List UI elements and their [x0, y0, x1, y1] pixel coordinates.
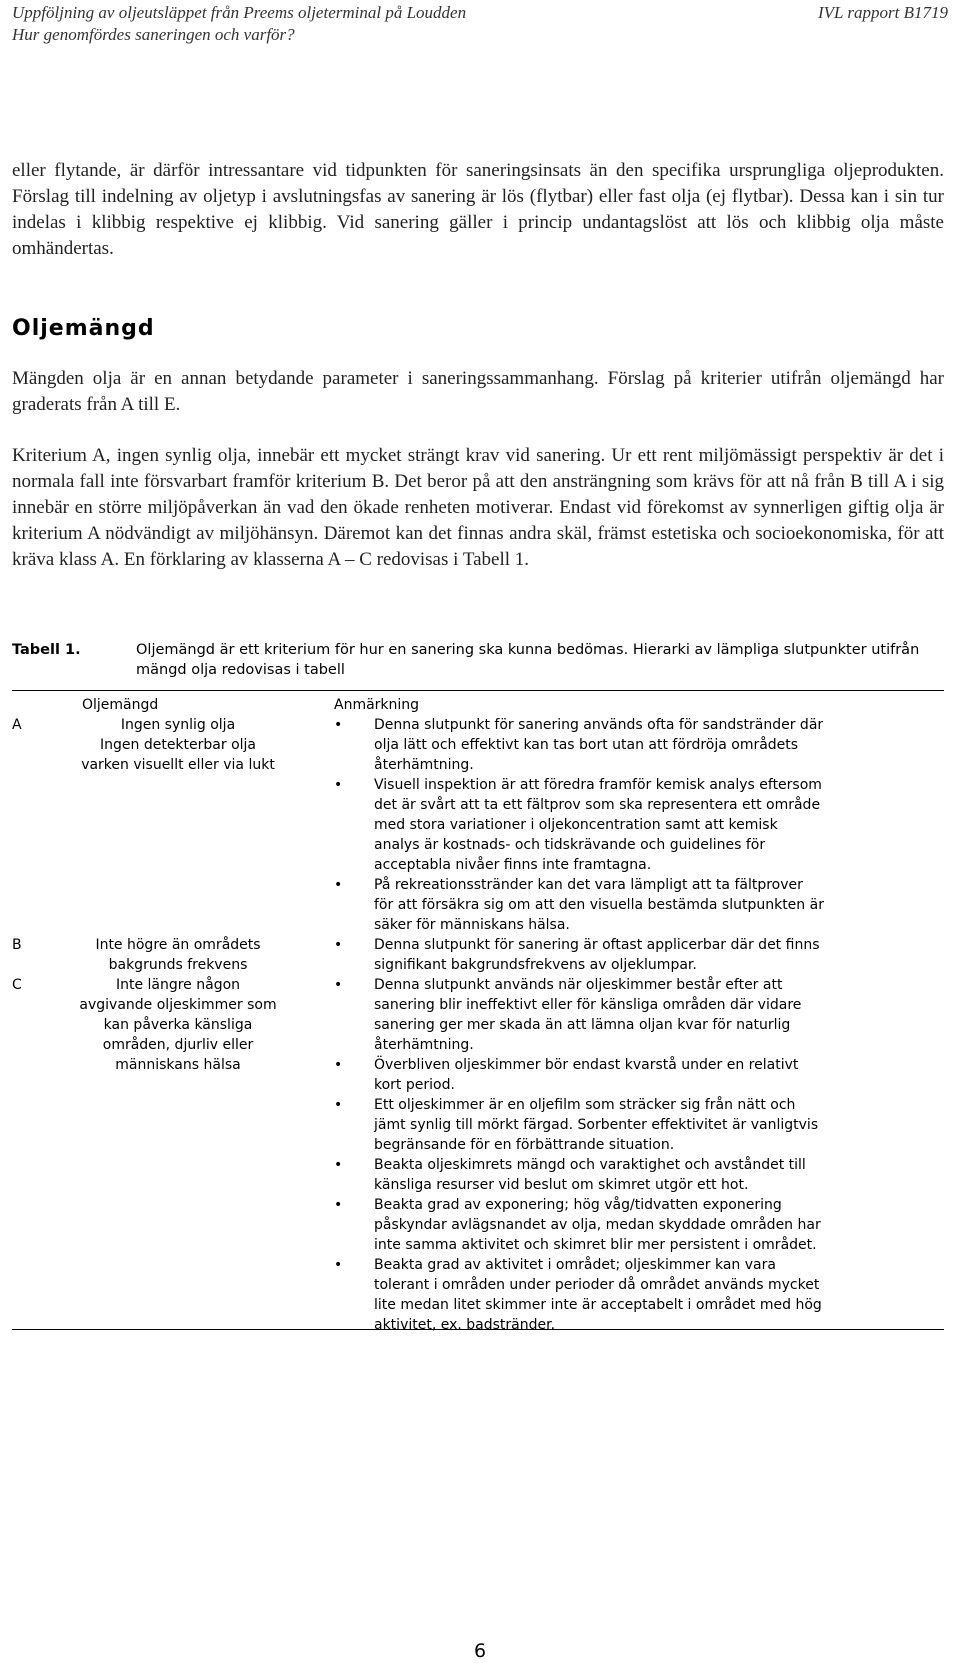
bullet-icon: • [334, 1097, 343, 1113]
header-title-line2: Hur genomfördes saneringen och varför? [12, 25, 295, 44]
paragraph-2-block [12, 443, 944, 573]
bullet-icon: • [334, 717, 343, 733]
bullet-icon: • [334, 1197, 343, 1213]
row-a-amount-line: Ingen synlig olja [120, 717, 236, 733]
row-b-amount-line: Inte högre än områdets [95, 937, 261, 953]
note-line: Denna slutpunkt för sanering används ofta för sandstränder där [374, 717, 824, 733]
header-title-line1: Uppföljning av oljeutsläppet från Preems oljeterminal på Loudden [12, 3, 467, 22]
column-header-note: Anmärkning [334, 697, 420, 713]
bullet-icon: • [334, 1057, 343, 1073]
note-line: acceptabla nivåer finns inte framtagna. [374, 857, 652, 873]
note-line: återhämtning. [374, 757, 474, 773]
row-a-amount-line: varken visuellt eller via lukt [81, 757, 275, 773]
note-item [374, 715, 944, 775]
bullet-icon: • [334, 1257, 343, 1273]
row-c-amount-line: områden, djurliv eller [102, 1037, 254, 1053]
note-line: begränsande för en förbättrande situation. [374, 1137, 675, 1153]
paragraph-1: Mängden olja är en annan betydande parameter i saneringssammanhang. Förslag på kriterier utifrån oljemängd har graderats från A till E. [12, 368, 944, 415]
note-line: Visuell inspektion är att föredra framför kemisk analys eftersom [374, 777, 822, 793]
note-line: påskyndar avlägsnandet av olja, medan skyddade områden har [374, 1217, 821, 1233]
note-line: Överbliven oljeskimmer bör endast kvarstå under en relativt [374, 1057, 799, 1073]
row-class-a: A [12, 717, 22, 733]
paragraph-2: Kriterium A, ingen synlig olja, innebär ett mycket strängt krav vid sanering. Ur ett rent miljömässigt perspektiv är det i normala fall inte försvarbart framför kriterium B. Det beror på att den ansträngning som krävs för att nå från B till A i sig innebär en större miljöpåverkan än vad den ökade renheten motiverar. Endast vid förekomst av synnerligen giftig olja är kriterium A nödvändigt av miljöhänsyn. Däremot kan det finnas andra skäl, främst estetiska och socioekonomiska, för att kräva klass A. En förklaring av klasserna A – C redovisas i Tabell 1. [12, 445, 944, 570]
row-b-amount [58, 935, 298, 975]
note-line: sanering ger mer skada än att lämna oljan kvar för naturlig [374, 1017, 791, 1033]
note-item [374, 1155, 944, 1195]
row-class-c: C [12, 977, 22, 993]
note-line: sanering blir ineffektivt eller för känsliga områden där vidare [374, 997, 802, 1013]
note-line: med stora variationer i oljekoncentration samt att kemisk [374, 817, 778, 833]
bullet-icon: • [334, 977, 343, 993]
note-line: lite medan litet skimmer inte är acceptabelt i området med hög [374, 1297, 822, 1313]
table-caption-label: Tabell 1. [12, 642, 81, 658]
note-line: olja lätt och effektivt kan tas bort utan att fördröja områdets [374, 737, 799, 753]
note-item [374, 1095, 944, 1155]
note-line: återhämtning. [374, 1037, 474, 1053]
section-heading: Oljemängd [12, 316, 155, 341]
note-line: kort period. [374, 1077, 455, 1093]
row-c-amount-line: människans hälsa [115, 1057, 241, 1073]
intro-paragraph: eller flytande, är därför intressantare vid tidpunkten för saneringsinsats än den specifika ursprungliga oljeprodukten. Förslag till indelning av oljetyp i avslutningsfas av sanering är lös (flytbar) eller fast olja (ej flytbar). Dessa kan i sin tur indelas i klibbig respektive ej klibbig. Vid sanering gäller i princip undantagslöst att lös och klibbig olja måste omhändertas. [12, 160, 944, 259]
intro-paragraph-block [12, 158, 944, 262]
bullet-icon: • [334, 877, 343, 893]
note-line: Denna slutpunkt för sanering är oftast applicerbar där det finns [374, 937, 820, 953]
note-item [374, 775, 944, 875]
bullet-icon: • [334, 777, 343, 793]
bullet-icon: • [334, 1157, 343, 1173]
note-line: Beakta oljeskimrets mängd och varaktighet och avståndet till [374, 1157, 806, 1173]
note-line: för att försäkra sig om att den visuella bestämda slutpunkten är [374, 897, 824, 913]
note-line: säker för människans hälsa. [374, 917, 570, 933]
note-item [374, 1195, 944, 1255]
row-c-amount-line: kan påverka känsliga [103, 1017, 253, 1033]
row-a-amount [58, 715, 298, 775]
note-line: tolerant i områden under perioder då området används mycket [374, 1277, 820, 1293]
note-line: inte samma aktivitet och skimret blir mer persistent i området. [374, 1237, 817, 1253]
header-report-id: IVL rapport B1719 [817, 3, 948, 22]
note-line: känsliga resurser vid beslut om skimret utgör ett hot. [374, 1177, 749, 1193]
row-c-amount-line: Inte längre någon [115, 977, 241, 993]
column-header-amount: Oljemängd [82, 697, 159, 713]
note-line: det är svårt att ta ett fältprov som ska representera ett område [374, 797, 821, 813]
table-caption-text: Oljemängd är ett kriterium för hur en sanering ska kunna bedömas. Hierarki av lämpliga slutpunkter utifrån mängd olja redovisas i tabell [136, 642, 920, 678]
note-item [374, 1255, 944, 1335]
note-line: Beakta grad av exponering; hög våg/tidvatten exponering [374, 1197, 782, 1213]
table-top-rule [12, 690, 944, 691]
paragraph-1-block [12, 366, 944, 418]
row-c-amount-line: avgivande oljeskimmer som [79, 997, 277, 1013]
note-item [374, 935, 944, 975]
note-line: jämt synlig till mörkt färgad. Sorbenter effektivitet är vanligtvis [374, 1117, 819, 1133]
note-line: signifikant bakgrundsfrekvens av oljeklumpar. [374, 957, 697, 973]
note-item [374, 975, 944, 1055]
page-number: 6 [473, 1640, 487, 1662]
note-line: Beakta grad av aktivitet i området; oljeskimmer kan vara [374, 1257, 776, 1273]
bullet-icon: • [334, 937, 343, 953]
note-line: Denna slutpunkt används när oljeskimmer består efter att [374, 977, 783, 993]
note-item [374, 875, 944, 935]
row-class-b: B [12, 937, 22, 953]
note-line: På rekreationsstränder kan det vara lämpligt att ta fältprover [374, 877, 803, 893]
note-item [374, 1055, 944, 1095]
note-line: analys är kostnads- och tidskrävande och guidelines för [374, 837, 766, 853]
row-a-amount-line: Ingen detekterbar olja [100, 737, 256, 753]
row-c-amount [58, 975, 298, 1075]
row-b-amount-line: bakgrunds frekvens [108, 957, 248, 973]
note-line: Ett oljeskimmer är en oljefilm som sträcker sig från nätt och [374, 1097, 796, 1113]
note-line: aktivitet, ex. badstränder. [374, 1317, 556, 1333]
